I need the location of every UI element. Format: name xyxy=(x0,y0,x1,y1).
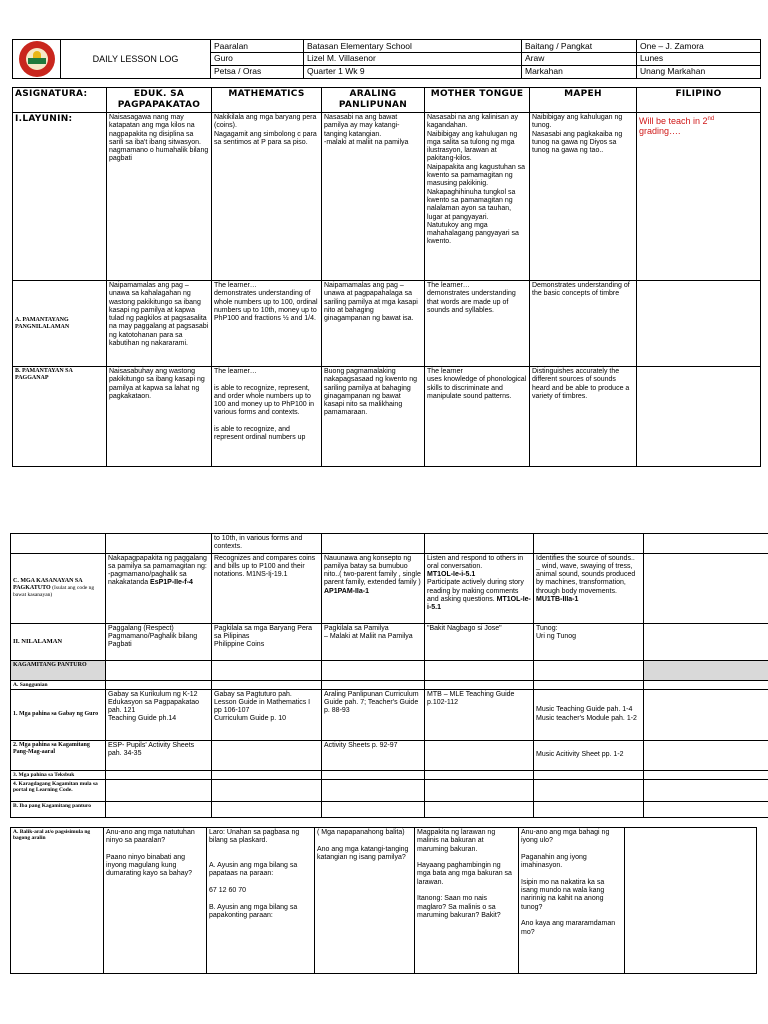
nil-ap: Pagkilala sa Pamilya – Malaki at Maliit na Pamilya xyxy=(322,623,425,660)
kas-mapeh xyxy=(534,553,644,623)
kas-mt-text1: Listen and respond to others in oral conversation. xyxy=(427,554,524,570)
markahan-value: Unang Markahan xyxy=(637,65,761,78)
lesson-table-page2 xyxy=(10,533,768,818)
petsa-value: Quarter 1 Wk 9 xyxy=(304,65,522,78)
gabay-esp: Gabay sa Kurikulum ng K-12 Edukasyon sa Pagpapakatao pah. 121 Teaching Guide ph.14 xyxy=(106,689,212,740)
ba-ap: ( Mga napapanahong balita) Ano ang mga katangi-tanging katangian ng isang pamilya? xyxy=(315,828,415,974)
kagamitan-mag-aaral-label: 2. Mga pahina sa Kagamitang Pang-Mag-aaral xyxy=(11,740,106,770)
pamantayan-pagganap-label: B. PAMANTAYAN SA PAGGANAP xyxy=(13,367,107,467)
iba-filipino xyxy=(644,801,768,817)
sanggunian-label: A. Sanggunian xyxy=(11,680,106,689)
sang-math xyxy=(212,680,322,689)
kar-esp xyxy=(106,779,212,801)
baitang-value: One – J. Zamora xyxy=(637,40,761,53)
kasanayan-title: C. MGA KASANAYAN SA PAGKATUTO xyxy=(13,577,83,591)
nil-mt: "Bakit Nagbago si Jose" xyxy=(425,623,534,660)
layunin-mapeh: Naibibigay ang kahulugan ng tunog. Nasasabi ang pagkakaiba ng tunog na gawa ng Diyos sa tunog na gawa ng tao.. xyxy=(530,113,637,281)
guro-label: Guro xyxy=(211,53,304,65)
gabay-label: 1. Mga pahina sa Gabay ng Guro xyxy=(11,689,106,740)
kag-filipino xyxy=(644,660,768,680)
iba-math xyxy=(212,801,322,817)
tek-filipino xyxy=(644,770,768,779)
kas-math: Recognizes and compares coins and bills up to P100 and their notations. M1NS-Ij-19.1 xyxy=(212,553,322,623)
kas-ap-code: AP1PAM-IIa-1 xyxy=(324,587,369,595)
kasanayan-label xyxy=(11,553,106,623)
layunin-ap: Nasasabi na ang bawat pamilya ay may katangi-tanging katangian. -malaki at maliit na pamilya xyxy=(322,113,425,281)
filipino-note-rest: grading…. xyxy=(639,126,681,136)
ba-mt: Magpakita ng larawan ng malinis na bakuran at maruming bakuran. Hayaang paghambingin ng mga bata ang mga bakuran sa larawan. Itanong: Saan mo nais maglaro? Sa malinis o sa maruming bakuran? Bakit? xyxy=(415,828,519,974)
markahan-label: Markahan xyxy=(522,65,637,78)
paaralan-value: Batasan Elementary School xyxy=(304,40,522,53)
cont-mt xyxy=(425,534,534,554)
pg-mapeh: Distinguishes accurately the different sources of sounds heard and be able to produce a variety of timbres. xyxy=(530,367,637,467)
paaralan-label: Paaralan xyxy=(211,40,304,53)
cont-math: to 10th, in various forms and contexts. xyxy=(212,534,322,554)
kagamitan-label: KAGAMITANG PANTURO xyxy=(11,660,106,680)
pg-mt: The learner uses knowledge of phonological skills to discriminate and manipulate sound patterns. xyxy=(425,367,530,467)
pp-mt: The learner… demonstrates understanding that words are made up of sounds and syllables. xyxy=(425,281,530,367)
cont-ap xyxy=(322,534,425,554)
gabay-mapeh: Music Teaching Guide pah. 1-4 Music teacher's Module pah. 1-2 xyxy=(534,689,644,740)
kma-esp: ESP- Pupils' Activity Sheets pah. 34-35 xyxy=(106,740,212,770)
kas-mapeh-text: Identifies the source of sounds.. _ wind, wave, swaying of tress, animal sound, sounds produced by machines, transformation, through body movements. xyxy=(536,554,636,595)
pp-filipino xyxy=(637,281,761,367)
guro-value: Lizel M. Villasenor xyxy=(304,53,522,65)
gabay-filipino xyxy=(644,689,768,740)
kag-math xyxy=(212,660,322,680)
nil-mapeh: Tunog: Uri ng Tunog xyxy=(534,623,644,660)
kma-ap: Activity Sheets p. 92-97 xyxy=(322,740,425,770)
pp-mapeh: Demonstrates understanding of the basic concepts of timbre xyxy=(530,281,637,367)
petsa-label: Petsa / Oras xyxy=(211,65,304,78)
pp-math: The learner… demonstrates understanding of whole numbers up to 100, ordinal numbers up to 10th, money up to PhP100 and fractions ½ and 1/4. xyxy=(212,281,322,367)
kar-math xyxy=(212,779,322,801)
kag-esp xyxy=(106,660,212,680)
ba-filipino xyxy=(625,828,757,974)
kas-mt-code2: MT1OL-Ie-i-5.1 xyxy=(427,596,531,612)
kas-filipino xyxy=(644,553,768,623)
tek-mt xyxy=(425,770,534,779)
nil-filipino xyxy=(644,623,768,660)
pg-esp: Naisasabuhay ang wastong pakikitungo sa ibang kasapi ng pamilya at kapwa sa lahat ng pagkakataon. xyxy=(107,367,212,467)
kasanayan-note: (Isulat ang code ng bawat kasanayan) xyxy=(13,584,95,598)
header-table xyxy=(12,39,761,79)
sang-ap xyxy=(322,680,425,689)
kar-mt xyxy=(425,779,534,801)
layunin-esp: Naisasagawa nang may katapatan ang mga kilos na nagpapakita ng disiplina sa sarili sa iba't ibang sitwasyon. nagmamano o humahalik bilang pagbati xyxy=(107,113,212,281)
pamantayang-pangnilalaman-label: A. PAMANTAYANG PANGNILALAMAN xyxy=(13,281,107,367)
col-esp: EDUK. SA PAGPAPAKATAO xyxy=(107,88,212,113)
layunin-label: I.LAYUNIN: xyxy=(13,113,107,281)
kag-ap xyxy=(322,660,425,680)
cont-filipino xyxy=(644,534,768,554)
cont-mapeh xyxy=(534,534,644,554)
kma-mapeh: Music Acitivity Sheet pp. 1-2 xyxy=(534,740,644,770)
pg-ap: Buong pagmamalaking nakapagsasaad ng kwento ng sariling pamilya at bahaging ginagampanan ng bawat kasapi nito sa malikhaing pamamaraan. xyxy=(322,367,425,467)
kag-mapeh xyxy=(534,660,644,680)
sang-mapeh xyxy=(534,680,644,689)
kas-esp-text: Nakapagpapakita ng paggalang sa pamilya sa pamamagitan ng: -pagmamano/paghalik sa nakakatanda xyxy=(108,554,207,587)
iba-mapeh xyxy=(534,801,644,817)
pg-math: The learner… is able to recognize, represent, and order whole numbers up to 100 and money up to PhP100 in various forms and contexts. is able to recognize, and represent ordinal numbers up xyxy=(212,367,322,467)
kas-ap-text: Nauunawa ang konsepto ng pamilya batay sa bumubuo nito..( two-parent family , single parent family, extended family ) xyxy=(324,554,421,587)
iba-pang-kagamitan-label: B. Iba pang Kagamitang panturo xyxy=(11,801,106,817)
filipino-note-sup: nd xyxy=(707,116,715,122)
layunin-filipino xyxy=(637,113,761,281)
col-mt: MOTHER TONGUE xyxy=(425,88,530,113)
araw-label: Araw xyxy=(522,53,637,65)
kma-mt xyxy=(425,740,534,770)
araw-value: Lunes xyxy=(637,53,761,65)
pg-filipino xyxy=(637,367,761,467)
kas-ap xyxy=(322,553,425,623)
kar-filipino xyxy=(644,779,768,801)
tek-math xyxy=(212,770,322,779)
nil-math: Pagkilala sa mga Baryang Pera sa Pilipinas Philippine Coins xyxy=(212,623,322,660)
filipino-note: Will be teach in 2 xyxy=(639,116,708,126)
kas-mt-text2: Participate actively during story reading by making comments and asking questions. xyxy=(427,579,524,604)
col-math: MATHEMATICS xyxy=(212,88,322,113)
kas-esp xyxy=(106,553,212,623)
kag-mt xyxy=(425,660,534,680)
kar-mapeh xyxy=(534,779,644,801)
kma-math xyxy=(212,740,322,770)
gabay-mt: MTB – MLE Teaching Guide p.102-112 xyxy=(425,689,534,740)
ba-esp: Anu-ano ang mga natutuhan ninyo sa paaralan? Paano ninyo binabati ang inyong magulang kung dumarating kayo sa bahay? xyxy=(104,828,207,974)
kas-mt-code1: MT1OL-Ie-i-5.1 xyxy=(427,571,476,579)
asignatura-heading: ASIGNATURA: xyxy=(13,88,107,113)
iba-mt xyxy=(425,801,534,817)
sang-mt xyxy=(425,680,534,689)
kas-mapeh-code: MU1TB-IIIa-1 xyxy=(536,596,579,604)
iba-ap xyxy=(322,801,425,817)
col-mapeh: MAPEH xyxy=(530,88,637,113)
gabay-ap: Araling Panlipunan Curriculum Guide pah. 7; Teacher's Guide p. 88-93 xyxy=(322,689,425,740)
tek-esp xyxy=(106,770,212,779)
tek-mapeh xyxy=(534,770,644,779)
kar-ap xyxy=(322,779,425,801)
sang-filipino xyxy=(644,680,768,689)
kma-filipino xyxy=(644,740,768,770)
cont-esp xyxy=(106,534,212,554)
tek-ap xyxy=(322,770,425,779)
iba-esp xyxy=(106,801,212,817)
balik-aral-table xyxy=(10,827,757,974)
pp-ap: Naipamamalas ang pag – unawa at pagpapahalaga sa sariling pamilya at mga kasapi nito at bahaging ginagampanan ng bawat isa. xyxy=(322,281,425,367)
col-filipino: FILIPINO xyxy=(637,88,761,113)
nilalaman-label: II. NILALAMAN xyxy=(11,623,106,660)
karagdagang-label: 4. Karagdagang Kagamitan mula sa portal ng Learning Code. xyxy=(11,779,106,801)
teksbuk-label: 3. Mga pahina sa Teksbuk xyxy=(11,770,106,779)
sang-esp xyxy=(106,680,212,689)
lesson-table-page1 xyxy=(12,87,761,467)
ba-mapeh: Anu-ano ang mga bahagi ng iyong ulo? Paganahin ang iyong imahinasyon. Isipin mo na nakatira ka sa isang mundo na wala kang naririnig na kahit na anong tunog? Ano kaya ang mararamdaman mo? xyxy=(519,828,625,974)
balik-aral-label: A. Balik-aral at/o pagsisimula ng bagong aralin xyxy=(11,828,104,974)
document-title: DAILY LESSON LOG xyxy=(61,40,211,79)
kas-esp-code: EsP1P-IIe-f-4 xyxy=(150,579,193,587)
gabay-math: Gabay sa Pagtuturo pah. Lesson Guide in Mathematics I pp 106-107 Curriculum Guide p. 10 xyxy=(212,689,322,740)
cont-label xyxy=(11,534,106,554)
pp-esp: Naipamamalas ang pag – unawa sa kahalagahan ng wastong pakikitungo sa ibang kasapi ng pamilya at kapwa tulad ng pagkilos at pagsasalita na may paggalang at pagsasabi ng katotohanan para sa kabutihan ng nakararami. xyxy=(107,281,212,367)
col-ap: ARALING PANLIPUNAN xyxy=(322,88,425,113)
school-logo xyxy=(13,40,61,79)
nil-esp: Paggalang (Respect) Pagmamano/Paghalik bilang Pagbati xyxy=(106,623,212,660)
school-seal-icon xyxy=(19,41,55,77)
baitang-label: Baitang / Pangkat xyxy=(522,40,637,53)
layunin-mt: Nasasabi na ang kalinisan ay kagandahan. Naibibigay ang kahulugan ng mga salita sa tulong ng mga ilustrasyon, larawan at pakitang-kilos. Naipapakita ang kagustuhan sa kwento sa pamamagitan ng masusing pakikinig. Nakapaghihinuha tungkol sa kwento sa pamamagitan ng nalalaman ayon sa tauhan, lugar at pangyayari. Natutukoy ang mga mahahalagang pangyayari sa kwento. xyxy=(425,113,530,281)
layunin-math: Nakikilala ang mga baryang pera (coins). Nagagamit ang simbolong c para sa sentimos at P para sa piso. xyxy=(212,113,322,281)
kas-mt xyxy=(425,553,534,623)
ba-math: Laro: Unahan sa pagbasa ng bilang sa plaskard. A. Ayusin ang mga bilang sa papataas na paraan: 67 12 60 70 B. Ayusin ang mga bilang sa papakonting paraan: xyxy=(207,828,315,974)
